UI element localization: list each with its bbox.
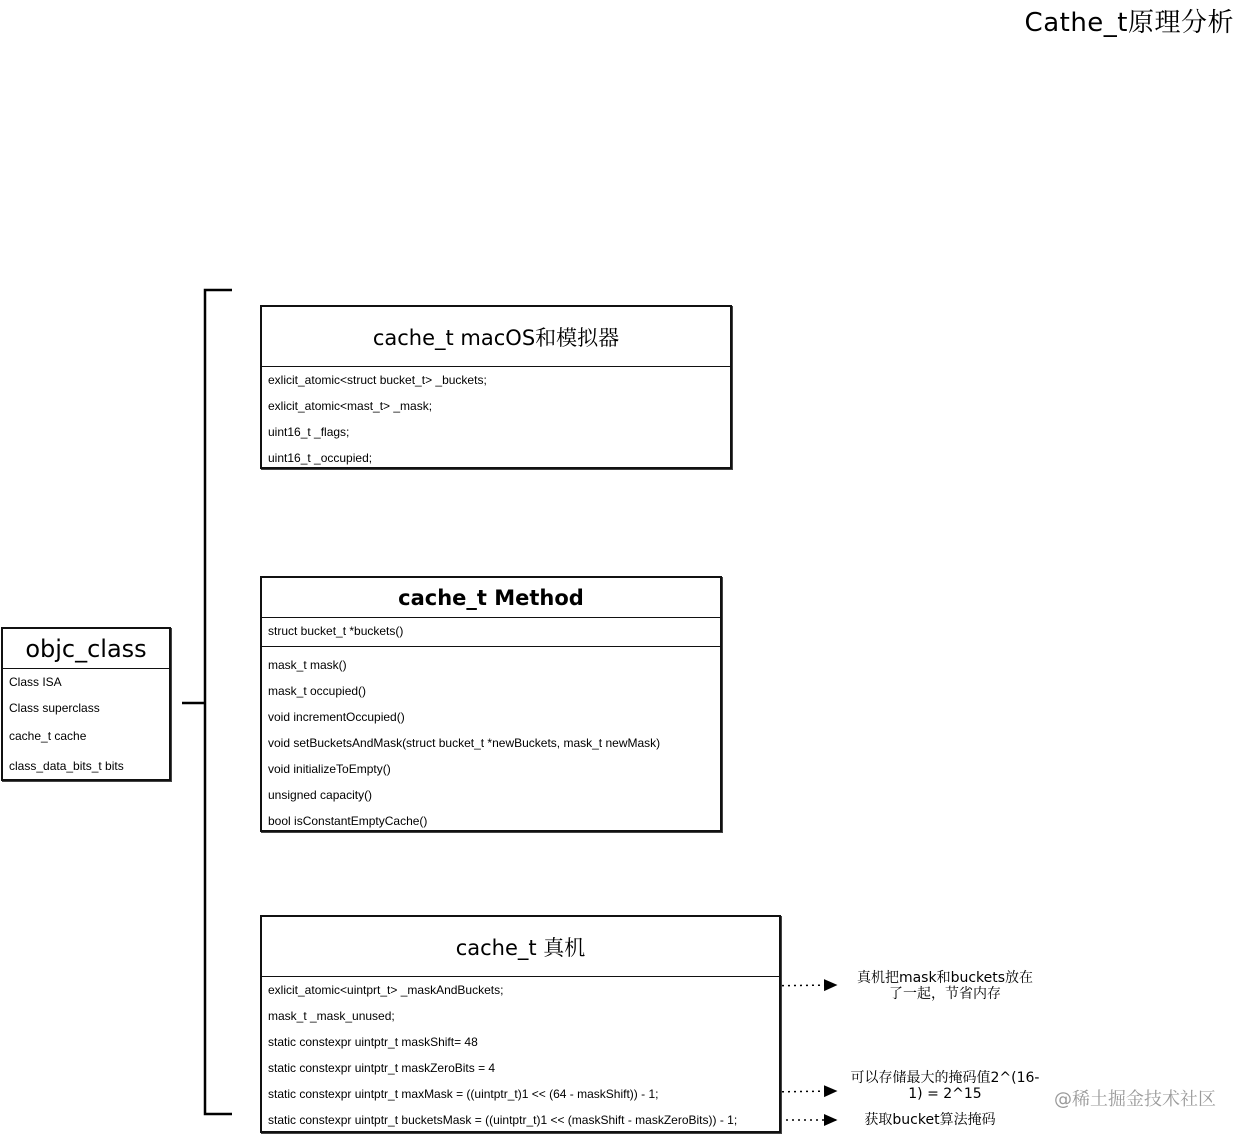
method-first-field: struct bucket_t *buckets() [268,624,404,638]
macos-field: uint16_t _flags; [268,425,350,439]
objc-class-field: Class superclass [9,701,100,715]
objc-class-field: class_data_bits_t bits [9,759,124,773]
objc-class-box [1,627,171,781]
cache-t-macos-title: cache_t macOS和模拟器 [262,307,730,367]
objc-class-field: cache_t cache [9,729,87,743]
device-field: static constexpr uintptr_t maxMask = ((uintptr_t)1 << (64 - maskShift)) - 1; [268,1087,659,1101]
macos-field: exlicit_atomic<mast_t> _mask; [268,399,433,413]
cache-t-device-box [260,915,781,1133]
page-title: Cathe_t原理分析 [1024,8,1234,38]
note-max-mask: 可以存储最大的掩码值2^(16-1) = 2^15 [850,1070,1040,1102]
method-field: bool isConstantEmptyCache() [268,814,428,828]
method-field: mask_t occupied() [268,684,367,698]
method-field: void initializeToEmpty() [268,762,391,776]
method-field: void setBucketsAndMask(struct bucket_t *newBuckets, mask_t newMask) [268,736,661,750]
method-field: void incrementOccupied() [268,710,405,724]
device-field: static constexpr uintptr_t maskShift= 48 [268,1035,478,1049]
objc-class-field: Class ISA [9,675,62,689]
cache-t-macos-box [260,305,732,469]
method-field: mask_t mask() [268,658,347,672]
method-field: unsigned capacity() [268,788,373,802]
note-mask-and-buckets: 真机把mask和buckets放在了一起，节省内存 [856,970,1034,1002]
device-field: exlicit_atomic<uintprt_t> _maskAndBuckets; [268,983,504,997]
note-buckets-mask: 获取bucket算法掩码 [864,1112,996,1128]
method-separator [262,646,720,647]
objc-class-title: objc_class [3,629,169,669]
brace-bracket [205,290,232,1114]
device-field: static constexpr uintptr_t maskZeroBits = 4 [268,1061,496,1075]
device-field: static constexpr uintptr_t bucketsMask = ((uintptr_t)1 << (maskShift - maskZeroBits)) - 1; [268,1113,738,1127]
device-field: mask_t _mask_unused; [268,1009,395,1023]
cache-t-method-title: cache_t Method [262,578,720,618]
cache-t-method-box [260,576,722,832]
cache-t-device-title: cache_t 真机 [262,917,779,977]
macos-field: uint16_t _occupied; [268,451,373,465]
macos-field: exlicit_atomic<struct bucket_t> _buckets; [268,373,487,387]
watermark: @稀土掘金技术社区 [1054,1089,1216,1110]
